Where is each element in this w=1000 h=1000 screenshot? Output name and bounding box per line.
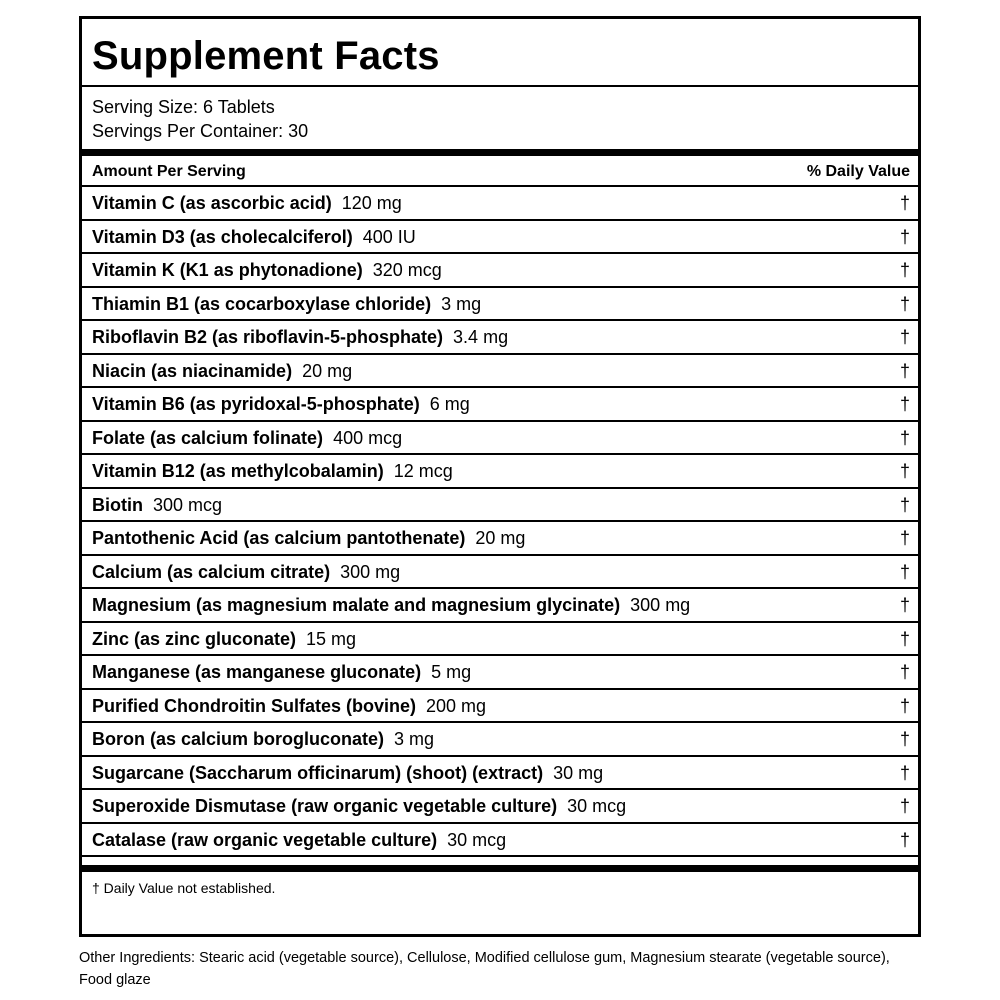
ingredient-name bbox=[92, 695, 486, 717]
ingredient-name-text: Pantothenic Acid (as calcium pantothenate) bbox=[92, 528, 466, 548]
ingredient-name-text: Zinc (as zinc gluconate) bbox=[92, 628, 297, 649]
ingredient-amount: 5 mg bbox=[431, 662, 472, 682]
ingredient-row bbox=[82, 455, 918, 489]
ingredient-name bbox=[92, 393, 470, 415]
ingredient-row bbox=[82, 321, 918, 355]
ingredient-row bbox=[82, 388, 918, 422]
ingredient-amount: 120 mg bbox=[341, 193, 402, 213]
ingredient-name-text: Niacin (as niacinamide) bbox=[92, 360, 293, 381]
ingredient-name-text: Sugarcane (Saccharum officinarum) (shoot) (extract) bbox=[92, 762, 544, 783]
ingredient-name bbox=[92, 494, 222, 516]
ingredient-row bbox=[82, 355, 918, 389]
ingredient-daily-value: † bbox=[899, 528, 910, 548]
other-ingredients: Other Ingredients: Stearic acid (vegetable source), Cellulose, Modified cellulose gum, Magnesium stearate (vegetable source), Food glaze bbox=[79, 950, 890, 988]
ingredient-name bbox=[92, 795, 626, 817]
amount-per-serving-header: Amount Per Serving bbox=[92, 163, 246, 180]
ingredient-row bbox=[82, 757, 918, 791]
ingredient-amount: 300 mcg bbox=[153, 494, 223, 515]
bottom-divider bbox=[82, 865, 918, 872]
ingredient-amount: 300 mg bbox=[340, 561, 401, 582]
ingredient-daily-value: † bbox=[899, 662, 910, 682]
ingredient-name bbox=[92, 527, 525, 549]
ingredient-daily-value: † bbox=[899, 327, 910, 347]
ingredient-amount: 30 mg bbox=[553, 762, 604, 783]
ingredient-row bbox=[82, 623, 918, 657]
ingredient-amount: 400 IU bbox=[362, 226, 416, 247]
ingredient-name-text: Catalase (raw organic vegetable culture) bbox=[92, 829, 438, 850]
ingredient-row bbox=[82, 522, 918, 556]
ingredient-amount: 300 mg bbox=[630, 595, 691, 615]
ingredient-amount: 30 mcg bbox=[567, 796, 627, 816]
ingredient-name bbox=[92, 594, 690, 616]
ingredient-row bbox=[82, 790, 918, 824]
ingredient-amount: 320 mcg bbox=[372, 260, 442, 280]
ingredient-name bbox=[92, 728, 434, 750]
panel-title: Supplement Facts bbox=[92, 34, 440, 78]
ingredient-name bbox=[92, 226, 416, 248]
ingredient-name bbox=[92, 460, 453, 482]
ingredient-amount: 12 mcg bbox=[393, 461, 453, 481]
ingredient-daily-value: † bbox=[899, 394, 910, 414]
ingredient-daily-value: † bbox=[899, 628, 910, 649]
serving-size: Serving Size: 6 Tablets bbox=[92, 97, 275, 117]
supplement-facts-panel bbox=[79, 16, 921, 937]
ingredient-daily-value: † bbox=[899, 427, 910, 448]
servings-per-container: Servings Per Container: 30 bbox=[92, 121, 309, 141]
ingredient-name bbox=[92, 192, 402, 214]
ingredient-amount: 15 mg bbox=[306, 628, 357, 649]
ingredient-name bbox=[92, 259, 442, 281]
ingredient-daily-value: † bbox=[899, 193, 910, 213]
ingredient-daily-value: † bbox=[899, 829, 910, 850]
ingredient-name-text: Vitamin B12 (as methylcobalamin) bbox=[92, 461, 384, 481]
ingredient-name-text: Biotin bbox=[92, 494, 143, 515]
ingredient-name-text: Vitamin K (K1 as phytonadione) bbox=[92, 260, 363, 280]
ingredient-daily-value: † bbox=[899, 494, 910, 515]
ingredient-name-text: Thiamin B1 (as cocarboxylase chloride) bbox=[92, 293, 432, 314]
ingredient-row bbox=[82, 656, 918, 690]
ingredient-daily-value: † bbox=[899, 293, 910, 314]
ingredient-amount: 400 mcg bbox=[333, 427, 403, 448]
ingredient-daily-value: † bbox=[899, 796, 910, 816]
title-divider bbox=[82, 85, 918, 87]
ingredient-amount: 6 mg bbox=[429, 394, 470, 414]
ingredient-name bbox=[92, 293, 481, 315]
ingredient-daily-value: † bbox=[899, 260, 910, 280]
ingredient-name bbox=[92, 326, 508, 348]
ingredient-row bbox=[82, 187, 918, 221]
ingredient-name bbox=[92, 561, 400, 583]
ingredient-amount: 30 mcg bbox=[447, 829, 507, 850]
ingredient-row bbox=[82, 589, 918, 623]
ingredient-name bbox=[92, 360, 352, 382]
ingredient-amount: 20 mg bbox=[475, 528, 526, 548]
ingredient-daily-value: † bbox=[899, 461, 910, 481]
ingredient-name-text: Folate (as calcium folinate) bbox=[92, 427, 324, 448]
ingredient-amount: 3.4 mg bbox=[453, 327, 509, 347]
ingredient-name-text: Calcium (as calcium citrate) bbox=[92, 561, 331, 582]
daily-value-header: % Daily Value bbox=[806, 163, 910, 180]
ingredient-amount: 200 mg bbox=[426, 695, 487, 716]
ingredient-daily-value: † bbox=[899, 729, 910, 749]
ingredient-row bbox=[82, 556, 918, 590]
ingredient-name-text: Vitamin D3 (as cholecalciferol) bbox=[92, 226, 353, 247]
ingredient-daily-value: † bbox=[899, 762, 910, 783]
ingredient-daily-value: † bbox=[899, 226, 910, 247]
serving-divider bbox=[82, 149, 918, 156]
ingredient-name-text: Purified Chondroitin Sulfates (bovine) bbox=[92, 695, 416, 716]
ingredient-amount: 3 mg bbox=[394, 729, 435, 749]
ingredient-name-text: Vitamin C (as ascorbic acid) bbox=[92, 193, 332, 213]
ingredient-daily-value: † bbox=[899, 695, 910, 716]
ingredient-name-text: Magnesium (as magnesium malate and magnesium glycinate) bbox=[92, 595, 621, 615]
ingredient-row bbox=[82, 288, 918, 322]
ingredient-amount: 3 mg bbox=[441, 293, 482, 314]
ingredient-daily-value: † bbox=[899, 595, 910, 615]
ingredient-row bbox=[82, 824, 918, 858]
ingredient-row bbox=[82, 690, 918, 724]
daily-value-footnote: † Daily Value not established. bbox=[92, 880, 276, 896]
ingredient-name-text: Boron (as calcium borogluconate) bbox=[92, 729, 385, 749]
ingredient-name-text: Superoxide Dismutase (raw organic vegetable culture) bbox=[92, 796, 558, 816]
ingredient-name-text: Riboflavin B2 (as riboflavin-5-phosphate) bbox=[92, 327, 444, 347]
ingredient-name bbox=[92, 427, 402, 449]
ingredient-name bbox=[92, 628, 356, 650]
ingredient-daily-value: † bbox=[899, 360, 910, 381]
ingredient-daily-value: † bbox=[899, 561, 910, 582]
ingredient-row bbox=[82, 723, 918, 757]
ingredient-name bbox=[92, 661, 471, 683]
ingredient-name-text: Manganese (as manganese gluconate) bbox=[92, 662, 422, 682]
ingredient-row bbox=[82, 422, 918, 456]
ingredient-row bbox=[82, 489, 918, 523]
ingredient-row bbox=[82, 221, 918, 255]
ingredient-row bbox=[82, 254, 918, 288]
ingredient-amount: 20 mg bbox=[302, 360, 353, 381]
ingredient-name bbox=[92, 762, 603, 784]
ingredient-name-text: Vitamin B6 (as pyridoxal-5-phosphate) bbox=[92, 394, 420, 414]
ingredient-name bbox=[92, 829, 506, 851]
